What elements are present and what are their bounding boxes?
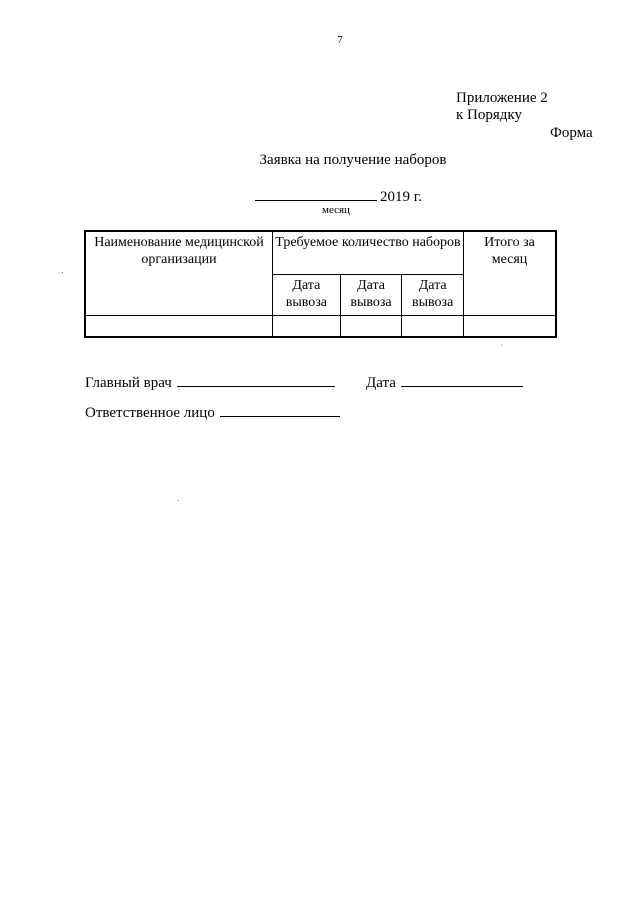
page-number: 7 <box>337 34 343 46</box>
month-blank-line <box>255 186 377 201</box>
responsible-person-line <box>85 402 340 422</box>
date-field[interactable] <box>401 372 523 387</box>
responsible-person-signature-field[interactable] <box>220 402 340 417</box>
chief-doctor-line <box>85 372 335 392</box>
table-header-row <box>85 231 556 275</box>
period-line <box>255 186 422 206</box>
date-label: Дата <box>366 375 396 391</box>
cell-total[interactable] <box>463 316 556 338</box>
header-org-name: Наименование медицинской организации <box>85 231 272 316</box>
request-table <box>84 230 557 338</box>
date-line <box>366 372 523 392</box>
cell-date-2[interactable] <box>340 316 402 338</box>
header-required-quantity: Требуемое количество наборов <box>272 231 463 275</box>
appendix-reference <box>456 90 548 124</box>
chief-doctor-signature-field[interactable] <box>177 372 335 387</box>
appendix-line-2: к Порядку <box>456 107 522 123</box>
responsible-person-label: Ответственное лицо <box>85 405 215 421</box>
appendix-line-1: Приложение 2 <box>456 90 548 106</box>
header-total-month: Итого за месяц <box>463 231 556 316</box>
year-text: 2019 г. <box>380 189 422 205</box>
form-label: Форма <box>550 125 593 141</box>
month-caption: месяц <box>322 204 350 216</box>
document-title: Заявка на получение наборов <box>259 152 447 168</box>
scan-speck <box>62 272 63 273</box>
table-row <box>85 316 556 338</box>
subheader-date-3: Дата вывоза <box>402 275 464 316</box>
chief-doctor-label: Главный врач <box>85 375 172 391</box>
cell-date-1[interactable] <box>272 316 340 338</box>
subheader-date-1: Дата вывоза <box>272 275 340 316</box>
scan-speck <box>178 500 179 501</box>
cell-date-3[interactable] <box>402 316 464 338</box>
scan-speck <box>501 345 502 346</box>
cell-org-name[interactable] <box>85 316 272 338</box>
subheader-date-2: Дата вывоза <box>340 275 402 316</box>
